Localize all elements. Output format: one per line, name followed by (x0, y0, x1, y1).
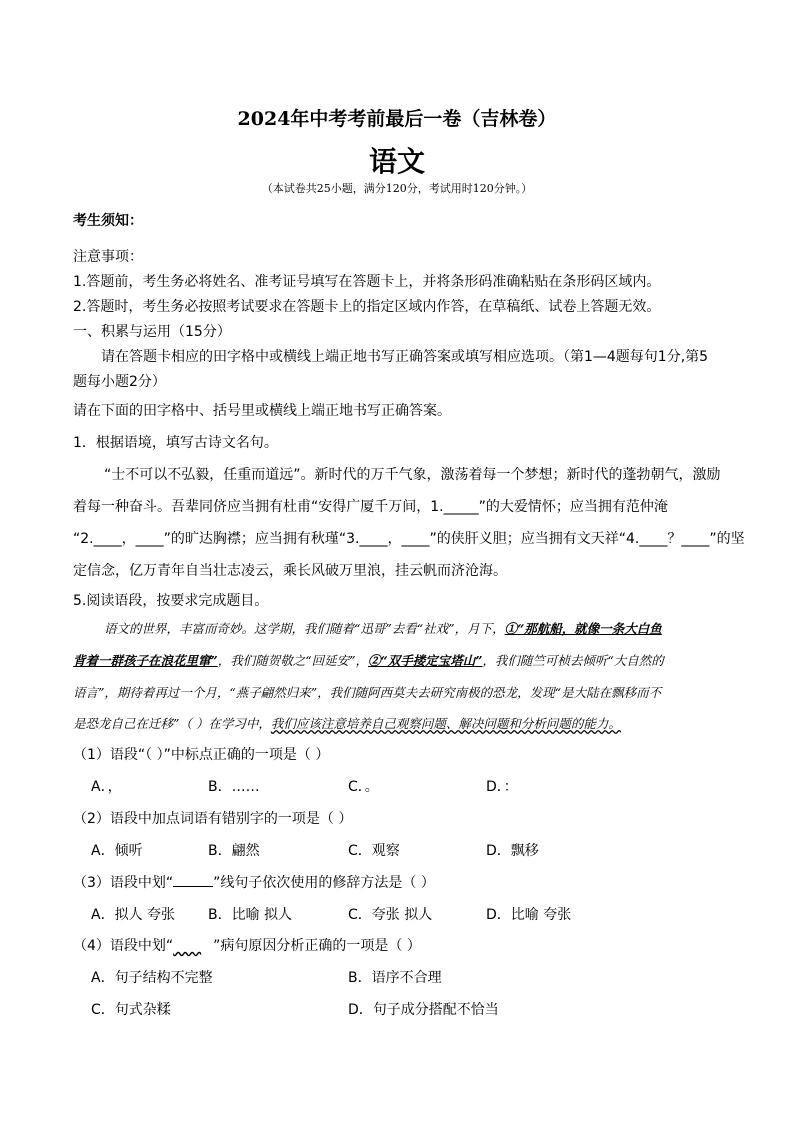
sub4-option-c[interactable]: C．句式杂糅 (91, 1002, 171, 1018)
sub-question-4-text-a: （4）语段中划“ (73, 938, 174, 954)
sub-question-3-text-b: ”线句子依次使用的修辞方法是（ ） (213, 875, 435, 891)
sub2-option-c[interactable]: C．观察 (348, 843, 400, 859)
section-1-heading: 一、积累与运用（15分） (73, 324, 231, 340)
sub1-option-c[interactable]: C．。 (348, 779, 379, 795)
sub-question-1: （1）语段“（ ）”中标点正确的一项是（ ） (73, 747, 330, 763)
notice-label: 考生须知： (73, 213, 143, 229)
question-1-line-3: “2.____，____”的旷达胸襟；应当拥有秋瑾“3.____，____”的侠肝义胆；应当拥有文天祥“4.____？____”的坚 (73, 531, 745, 547)
sub4-option-d[interactable]: D．句子成分搭配不恰当 (348, 1002, 499, 1018)
underlined-sentence-1: ①“那航船，就像一条大白鱼 (504, 621, 662, 636)
sub3-option-b[interactable]: B．比喻 拟人 (208, 907, 293, 923)
question-1-title: 1．根据语境，填写古诗文名句。 (73, 435, 278, 451)
sub4-option-a[interactable]: A．句子结构不完整 (91, 970, 213, 986)
sub-question-4-text-b: ”病句原因分析正确的一项是（ ） (213, 938, 421, 954)
notice-item-2: 2.答题时，考生务必按照考试要求在答题卡上的指定区域内作答，在草稿纸、试卷上答题无效。 (73, 299, 661, 315)
notice-items-title: 注意事项： (73, 249, 143, 265)
section-1-intro-line-2: 题每小题2分） (73, 374, 166, 390)
wavy-underline-marker (173, 938, 213, 950)
passage-text: ，我们随竺可桢去倾听“大自然的 (482, 653, 664, 668)
section-1-intro-line-1: 请在答题卡相应的田字格中或横线上端正地书写正确答案或填写相应选项。（第1—4题每句1分,第5 (101, 349, 709, 365)
sub2-option-a[interactable]: A．倾听 (91, 843, 143, 859)
exam-title: 2024年中考考前最后一卷（吉林卷） (237, 108, 557, 130)
sub-question-4 (73, 935, 421, 955)
passage-line-3: 语言”，期待着再过一个月，“燕子翩然归来”，我们随阿西莫夫去研究南极的恐龙，发现“是大陆在飘移而不 (73, 685, 662, 700)
question-1-line-1: “士不可以不弘毅，任重而道远”。新时代的万千气象，激荡着每一个梦想；新时代的蓬勃朝气，激励 (104, 467, 721, 483)
sub-question-3-text-a: （3）语段中划“ (73, 875, 174, 891)
passage-text: 是恐龙自己在迁移”（ ）在学习中， (73, 716, 271, 731)
underlined-sentence-2: ②“双手搂定宝塔山” (368, 653, 483, 668)
sub1-option-a[interactable]: A．， (91, 779, 122, 795)
question-1-line-4: 定信念，亿万青年自当壮志凌云，乘长风破万里浪，挂云帆而济沧海。 (73, 563, 507, 579)
section-1-instruction: 请在下面的田字格中、括号里或横线上端正地书写正确答案。 (73, 403, 451, 419)
question-5-title: 5.阅读语段，按要求完成题目。 (73, 593, 269, 609)
straight-underline-marker (173, 874, 213, 887)
sub3-option-c[interactable]: C．夸张 拟人 (348, 907, 433, 923)
underlined-sentence-1-end: 背着一群孩子在浪花里窜” (73, 653, 218, 668)
sub-question-2: （2）语段中加点词语有错别字的一项是（ ） (73, 811, 353, 827)
sub-question-3 (73, 872, 435, 892)
exam-note: （本试卷共25小题，满分120分，考试用时120分钟。） (261, 182, 533, 195)
sub2-option-b[interactable]: B．翩然 (208, 843, 260, 859)
passage-text: 语文的世界，丰富而奇妙。这学期，我们随着“迅哥”去看“社戏”，月下， (104, 621, 505, 636)
sub2-option-d[interactable]: D．飘移 (486, 843, 539, 859)
sub3-option-a[interactable]: A．拟人 夸张 (91, 907, 176, 923)
question-1-line-2: 着每一种奋斗。吾辈同侪应当拥有杜甫“安得广厦千万间，1._____”的大爱情怀；应当拥有范仲淹 (73, 499, 668, 515)
sub4-option-b[interactable]: B．语序不合理 (348, 970, 442, 986)
passage-line-2 (73, 651, 664, 669)
passage-text: ，我们随贺敬之“回延安”， (217, 653, 368, 668)
wavy-underlined-sentence: 我们应该注意培养自己观察问题、解决问题和分析问题的能力。 (270, 716, 621, 731)
sub1-option-b[interactable]: B．…… (208, 779, 260, 795)
passage-line-1 (104, 619, 662, 637)
sub3-option-d[interactable]: D．比喻 夸张 (486, 907, 572, 923)
notice-item-1: 1.答题前，考生务必将姓名、准考证号填写在答题卡上，并将条形码准确粘贴在条形码区域内。 (73, 274, 661, 290)
sub1-option-d[interactable]: D．： (486, 779, 518, 795)
subject-title: 语文 (368, 145, 425, 178)
passage-line-4 (73, 714, 621, 732)
